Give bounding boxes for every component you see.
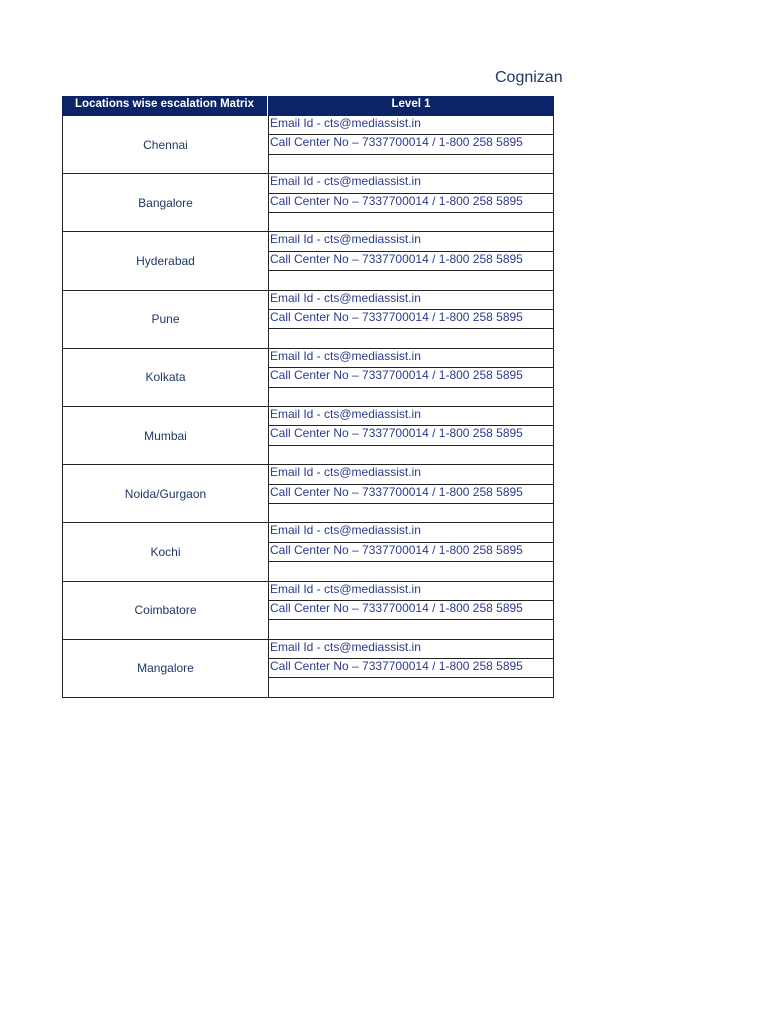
email-line: Email Id - cts@mediassist.in (269, 349, 553, 368)
table-row (62, 291, 554, 349)
email-line: Email Id - cts@mediassist.in (269, 174, 553, 193)
level-1-cell (269, 582, 553, 639)
location-cell: Coimbatore (63, 582, 269, 639)
table-header (62, 96, 554, 116)
email-line: Email Id - cts@mediassist.in (269, 291, 553, 310)
table-row (62, 174, 554, 232)
email-line: Email Id - cts@mediassist.in (269, 465, 553, 484)
empty-line (269, 329, 553, 347)
level-1-cell (269, 174, 553, 231)
level-1-cell (269, 640, 553, 697)
table-row (62, 116, 554, 174)
email-line: Email Id - cts@mediassist.in (269, 407, 553, 426)
call-center-line: Call Center No – 7337700014 / 1-800 258 5895 (269, 310, 553, 329)
level-1-cell (269, 465, 553, 522)
table-row (62, 407, 554, 465)
table-row (62, 465, 554, 523)
header-level-1: Level 1 (391, 98, 431, 110)
table-row (62, 640, 554, 698)
page-title: Cognizan (495, 69, 563, 86)
location-cell: Chennai (63, 116, 269, 173)
level-1-cell (269, 116, 553, 173)
empty-line (269, 678, 553, 696)
call-center-line: Call Center No – 7337700014 / 1-800 258 5895 (269, 368, 553, 387)
email-line: Email Id - cts@mediassist.in (269, 582, 553, 601)
location-cell: Pune (63, 291, 269, 348)
email-line: Email Id - cts@mediassist.in (269, 232, 553, 251)
table-row (62, 523, 554, 581)
location-cell: Noida/Gurgaon (63, 465, 269, 522)
level-1-cell (269, 291, 553, 348)
escalation-matrix-table (62, 96, 554, 698)
empty-line (269, 271, 553, 289)
empty-line (269, 562, 553, 580)
call-center-line: Call Center No – 7337700014 / 1-800 258 5895 (269, 601, 553, 620)
call-center-line: Call Center No – 7337700014 / 1-800 258 5895 (269, 485, 553, 504)
location-cell: Hyderabad (63, 232, 269, 289)
location-cell: Mangalore (63, 640, 269, 697)
empty-line (269, 388, 553, 406)
email-line: Email Id - cts@mediassist.in (269, 116, 553, 135)
empty-line (269, 504, 553, 522)
call-center-line: Call Center No – 7337700014 / 1-800 258 5895 (269, 194, 553, 213)
empty-line (269, 620, 553, 638)
location-cell: Kochi (63, 523, 269, 580)
call-center-line: Call Center No – 7337700014 / 1-800 258 5895 (269, 426, 553, 445)
email-line: Email Id - cts@mediassist.in (269, 640, 553, 659)
call-center-line: Call Center No – 7337700014 / 1-800 258 5895 (269, 659, 553, 678)
level-1-cell (269, 232, 553, 289)
location-cell: Mumbai (63, 407, 269, 464)
level-1-cell (269, 523, 553, 580)
level-1-cell (269, 349, 553, 406)
call-center-line: Call Center No – 7337700014 / 1-800 258 5895 (269, 543, 553, 562)
level-1-cell (269, 407, 553, 464)
location-cell: Bangalore (63, 174, 269, 231)
call-center-line: Call Center No – 7337700014 / 1-800 258 5895 (269, 252, 553, 271)
table-row (62, 582, 554, 640)
empty-line (269, 155, 553, 173)
location-cell: Kolkata (63, 349, 269, 406)
email-line: Email Id - cts@mediassist.in (269, 523, 553, 542)
table-row (62, 349, 554, 407)
empty-line (269, 446, 553, 464)
call-center-line: Call Center No – 7337700014 / 1-800 258 5895 (269, 135, 553, 154)
header-locations: Locations wise escalation Matrix (62, 96, 268, 116)
empty-line (269, 213, 553, 231)
table-row (62, 232, 554, 290)
